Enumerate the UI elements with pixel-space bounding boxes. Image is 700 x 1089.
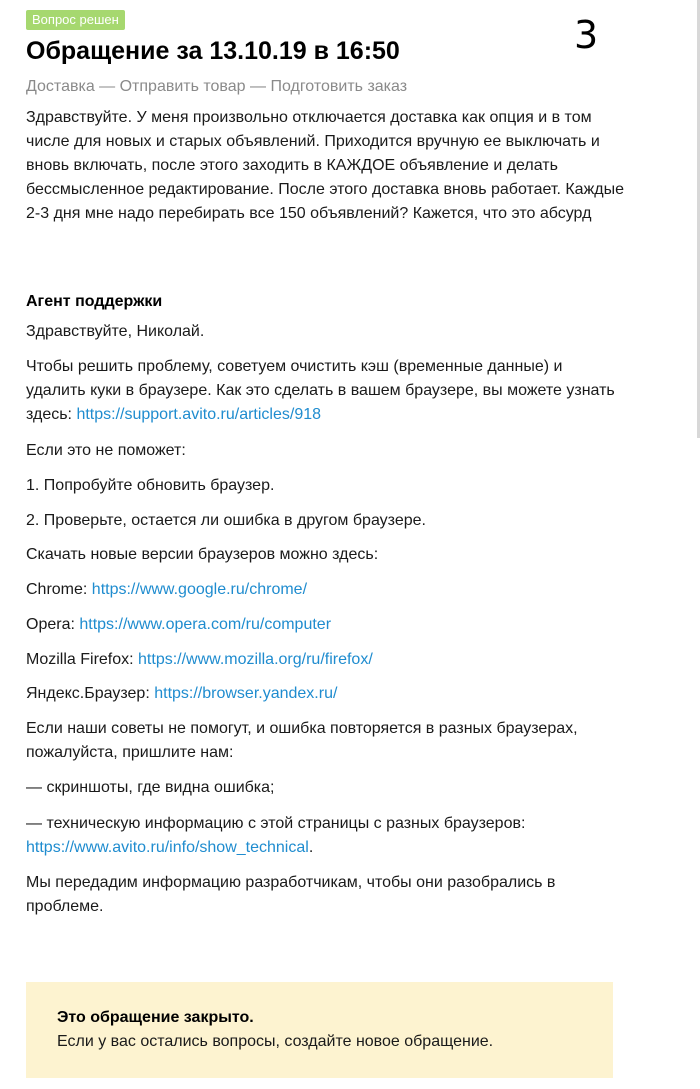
browser-item-chrome [26, 578, 626, 602]
yandex-browser-link[interactable]: https://browser.yandex.ru/ [154, 685, 338, 702]
technical-info-text: — техническую информацию с этой страницы с разных браузеров: [26, 815, 526, 832]
closed-notice [26, 982, 613, 1078]
page-number: 3 [574, 13, 599, 57]
agent-paragraph-cache-text: Чтобы решить проблему, советуем очистить кэш (временные данные) и удалить куки в браузере. Как это сделать в вашем браузере, вы можете узнать здесь: [26, 358, 615, 423]
agent-closing: Мы передадим информацию разработчикам, чтобы они разобрались в проблеме. [26, 874, 556, 915]
browser-label: Mozilla Firefox: [26, 651, 139, 668]
technical-info-link[interactable]: https://www.avito.ru/info/show_technical [26, 839, 309, 856]
browser-item-opera [26, 613, 626, 637]
support-article-link[interactable]: https://support.avito.ru/articles/918 [76, 406, 322, 423]
status-badge: Вопрос решен [26, 10, 125, 30]
browser-label: Яндекс.Браузер: [26, 685, 155, 702]
agent-step-1: 1. Попробуйте обновить браузер. [26, 477, 275, 494]
opera-link[interactable]: https://www.opera.com/ru/computer [79, 616, 332, 633]
browser-label: Opera: [26, 616, 80, 633]
browser-label: Chrome: [26, 581, 92, 598]
technical-info-end: . [308, 839, 314, 856]
firefox-link[interactable]: https://www.mozilla.org/ru/firefox/ [138, 651, 373, 668]
agent-paragraph-send-us: Если наши советы не помогут, и ошибка повторяется в разных браузерах, пожалуйста, пришлите нам: [26, 720, 578, 761]
agent-step-2: 2. Проверьте, остается ли ошибка в другом браузере. [26, 512, 426, 529]
agent-item-screenshots: — скриншоты, где видна ошибка; [26, 779, 275, 796]
agent-paragraph-if-not-help: Если это не поможет: [26, 442, 186, 459]
chrome-link[interactable]: https://www.google.ru/chrome/ [91, 581, 308, 598]
agent-greeting: Здравствуйте, Николай. [26, 323, 205, 340]
closed-notice-body: Если у вас остались вопросы, создайте новое обращение. [57, 1033, 494, 1050]
page-title: Обращение за 13.10.19 в 16:50 [26, 37, 400, 65]
agent-paragraph-cache [26, 355, 626, 427]
browser-item-yandex [26, 682, 626, 706]
breadcrumb: Доставка — Отправить товар — Подготовить заказ [26, 78, 408, 95]
browser-item-firefox [26, 648, 626, 672]
agent-name: Агент поддержки [26, 293, 163, 310]
user-message: Здравствуйте. У меня произвольно отключается доставка как опция и в том числе для новых и старых объявлений. Приходится вручную ее выключать и вновь включать, после этого заходить в КАЖДОЕ объявление и делать бессмысленное редактирование. После этого доставка вновь работает. Каждые 2-3 дня мне надо перебирать все 150 объявлений? Кажется, что это абсурд [26, 109, 625, 222]
closed-notice-title: Это обращение закрыто. [57, 1009, 254, 1026]
agent-download-intro: Скачать новые версии браузеров можно здесь: [26, 546, 379, 563]
agent-item-technical-info [26, 812, 626, 860]
